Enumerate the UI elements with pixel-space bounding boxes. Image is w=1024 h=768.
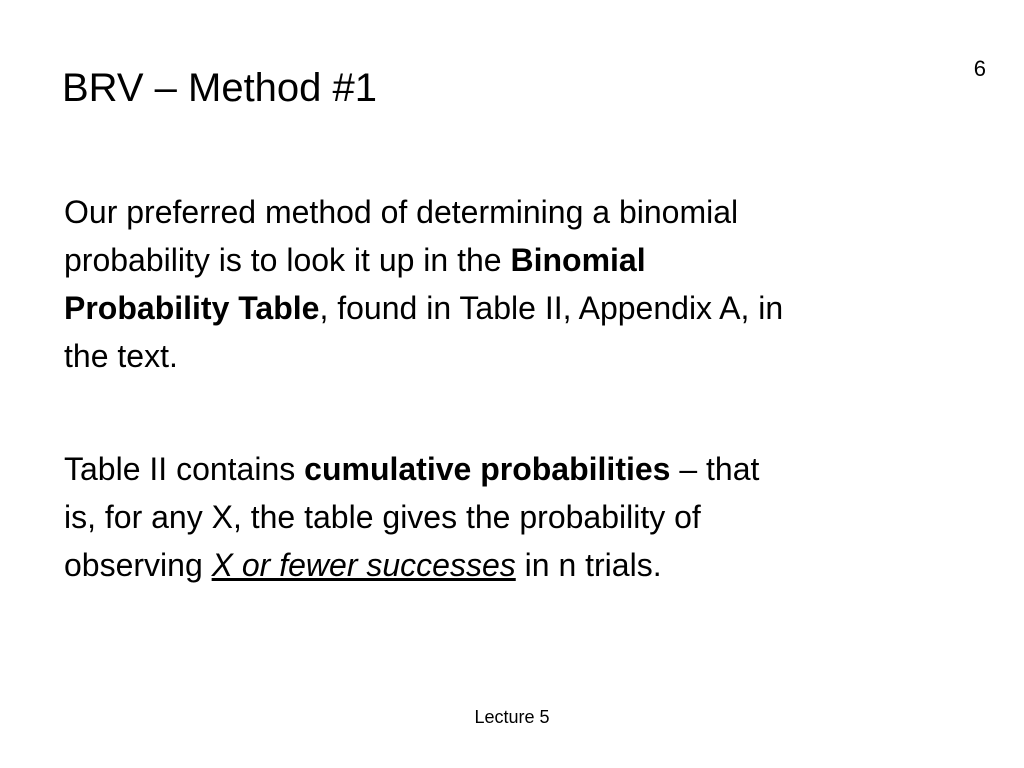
paragraph-1-line-3-text: , found in Table II, Appendix A, in [319, 290, 784, 326]
slide-number: 6 [973, 56, 986, 81]
paragraph-2-line-1-tail: – that [670, 451, 760, 487]
paragraph-1-line-1: Our preferred method of determining a binomial [64, 194, 739, 230]
cumulative-probabilities-term: cumulative probabilities [304, 451, 671, 487]
paragraph-cumulative-probabilities [62, 445, 982, 589]
paragraph-binomial-table [62, 188, 982, 380]
paragraph-1-line-3 [62, 284, 982, 332]
paragraph-2-line-1 [62, 445, 982, 493]
paragraph-2-line-3-text: observing [64, 547, 212, 583]
paragraph-2-line-3-tail: in n trials. [515, 547, 662, 583]
paragraph-1-line-2-text: probability is to look it up in the [64, 242, 511, 278]
paragraph-2-line-2: is, for any X, the table gives the probability of [64, 499, 701, 535]
paragraph-1-line-4: the text. [64, 338, 178, 374]
slide-title: BRV – Method #1 [62, 66, 378, 110]
fewer-successes-emphasis: X or fewer successes [211, 547, 516, 583]
paragraph-2-line-3 [62, 541, 982, 589]
paragraph-1-line-2 [62, 236, 982, 284]
paragraph-2-line-1-text: Table II contains [64, 451, 305, 487]
binomial-term: Binomial [510, 242, 646, 278]
probability-table-term: Probability Table [64, 290, 320, 326]
slide-footer: Lecture 5 [474, 707, 550, 727]
